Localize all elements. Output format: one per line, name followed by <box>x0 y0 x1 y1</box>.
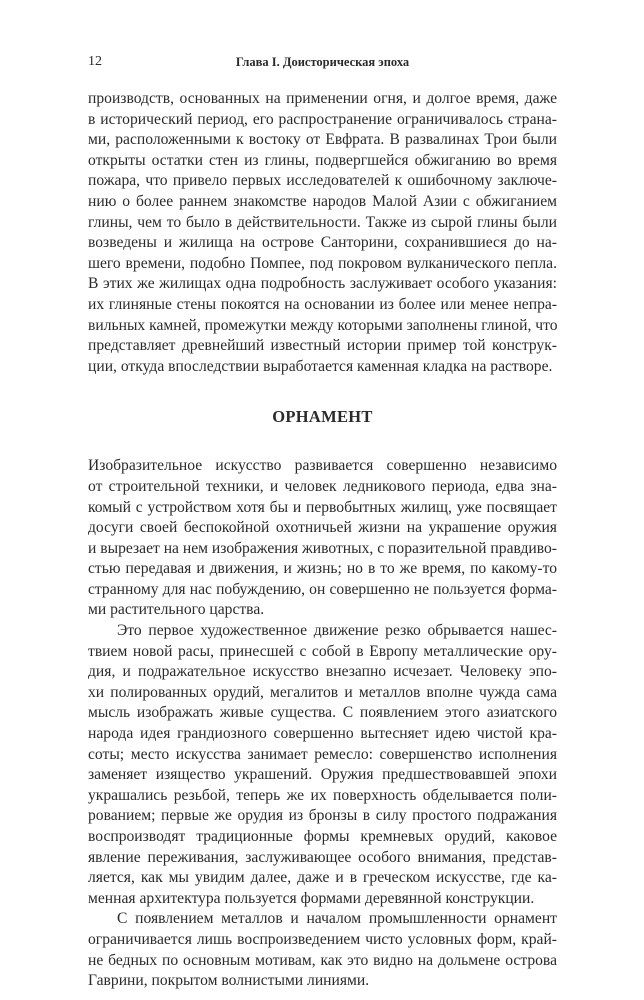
text-line: ми, расположенными к востоку от Евфрата. В развалинах Трои были <box>88 131 557 149</box>
text-line: ции, откуда впоследствии выработается каменная кладка на растворе. <box>88 357 553 375</box>
text-line: Изобразительное искусство развивается совершенно независимо <box>88 457 557 475</box>
text-line: производств, основанных на применении огня, и долгое время, даже <box>88 90 557 107</box>
text-line: хи полированных орудий, мегалитов и металлов вполне чужда сама <box>88 683 557 701</box>
paragraph <box>88 909 557 991</box>
text-line: пожара, что привело первых исследователей к ошибочному заключе- <box>88 172 557 190</box>
page-number: 12 <box>88 54 102 69</box>
text-line: С появлением металлов и началом промышленности орнамент <box>117 910 557 928</box>
text-line: рованием; первые же орудия из бронзы в силу простого подражания <box>88 807 557 825</box>
paragraph <box>88 456 557 621</box>
text-line: Гаврини, покрытом волнистыми линиями. <box>88 972 370 990</box>
text-line: нию о более раннем знакомстве народов Малой Азии с обжиганием <box>88 192 557 210</box>
text-line: В этих же жилищах одна подробность заслуживает особого указания: <box>88 275 557 293</box>
running-header <box>88 54 557 74</box>
text-line: открыты остатки стен из глины, подвергшейся обжиганию во время <box>88 151 557 169</box>
text-line: досуги своей беспокойной охотничьей жизни на украшение оружия <box>88 519 557 537</box>
text-line: заменяет изящество украшений. Оружия предшествовавшей эпохи <box>88 766 557 784</box>
text-line: глины, чем то было в действительности. Также из сырой глины были <box>88 213 557 231</box>
paragraph <box>88 89 557 377</box>
text-line: ми растительного царства. <box>88 601 265 619</box>
text-line: дия, и подражательное искусство внезапно исчезает. Человеку эпо- <box>88 663 557 681</box>
text-line: странному для нас побуждению, он совершенно не пользуется форма- <box>88 580 557 598</box>
text-line: представляет древнейший известный истории пример той конструк- <box>88 337 557 355</box>
text-line: в исторический период, его распространение ограничивалось страна- <box>88 110 557 128</box>
text-line: вильных камней, промежутки между которыми заполнены глиной, что <box>88 316 558 334</box>
text-line: ляется, как мы увидим далее, даже и в греческом искусстве, где ка- <box>88 869 557 887</box>
text-line: украшались резьбой, теперь же их поверхность обделывается поли- <box>88 786 557 804</box>
text-line: и вырезает на нем изображения животных, с поразительной правдиво- <box>88 539 557 557</box>
text-line: народа идея грандиозного совершенно вытесняет идею чистой кра- <box>88 725 557 743</box>
text-line: соты; место искусства занимает ремесло: совершенство исполнения <box>88 745 557 763</box>
text-line: не бедных по основным мотивам, как это видно на дольмене острова <box>88 951 557 969</box>
section-heading: ОРНАМЕНТ <box>272 407 373 427</box>
page-body <box>88 89 557 992</box>
text-line: от строительной техники, и человек ледникового периода, едва зна- <box>88 477 557 495</box>
text-line: Это первое художественное движение резко обрывается нашес- <box>117 622 557 640</box>
text-line: менная архитектура пользуется формами деревянной конструкции. <box>88 889 535 907</box>
text-line: воспроизводят традиционные формы кремневых орудий, каковое <box>88 828 557 845</box>
text-line: шего времени, подобно Помпее, под покровом вулканического пепла. <box>88 254 557 272</box>
text-line: их глиняные стены покоятся на основании из более или менее непра- <box>88 295 557 313</box>
text-line: твием новой расы, принесшей с собой в Европу металлические ору- <box>88 642 557 660</box>
text-line: стью передавая и движения, и жизнь; но в то же время, по какому-то <box>88 560 557 578</box>
text-line: ограничивается лишь воспроизведением чисто условных форм, край- <box>88 930 557 948</box>
text-line: возведены и жилища на острове Санторини, сохранившиеся до на- <box>88 234 557 252</box>
paragraph <box>88 621 557 909</box>
text-line: явление переживания, заслуживающее особого внимания, представ- <box>88 848 557 866</box>
chapter-title: Глава I. Доисторическая эпоха <box>235 55 410 69</box>
text-line: комый с устройством хотя бы и первобытных жилищ, уже посвящает <box>88 498 557 516</box>
text-line: мысль изображать живые существа. С появлением этого азиатского <box>88 704 557 722</box>
